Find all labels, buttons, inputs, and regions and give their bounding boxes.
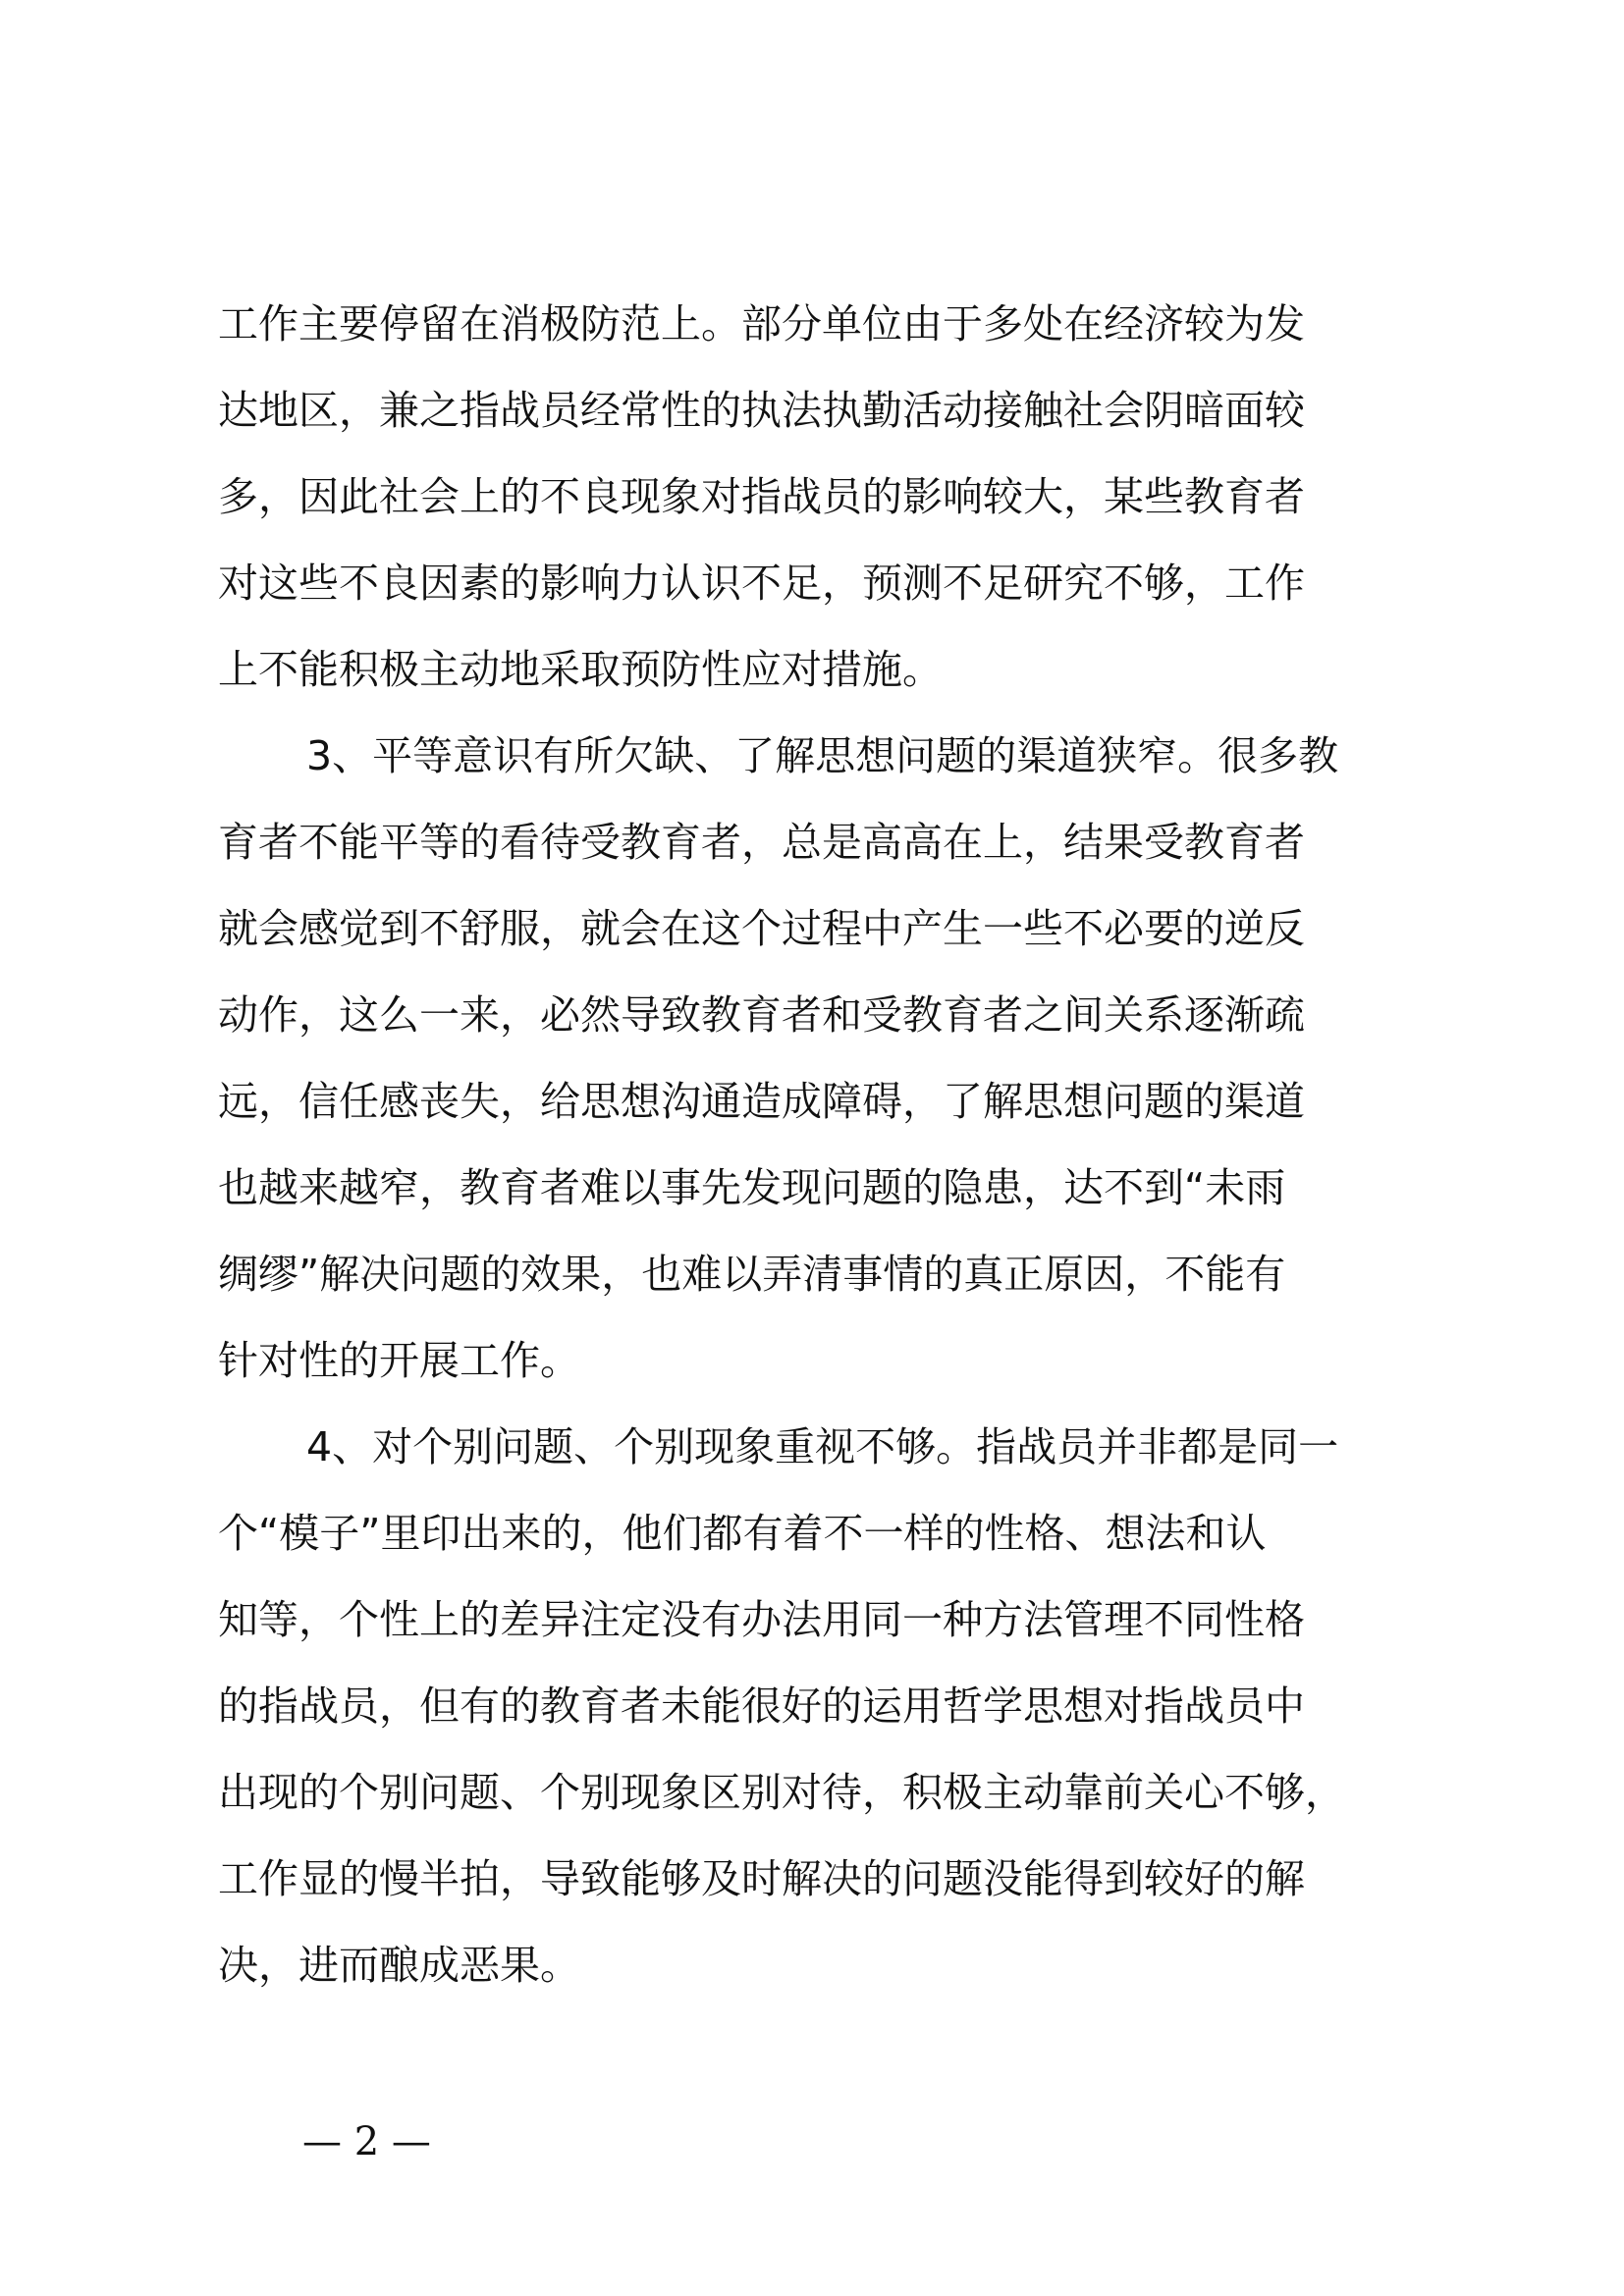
- paragraph-line: 达地区，兼之指战员经常性的执法执勤活动接触社会阴暗面较: [218, 387, 1305, 434]
- paragraph-line: 育者不能平等的看待受教育者，总是高高在上，结果受教育者: [218, 819, 1305, 866]
- paragraph-line: 也越来越窄，教育者难以事先发现问题的隐患，达不到“未雨: [218, 1164, 1286, 1211]
- paragraph-line: 工作显的慢半拍，导致能够及时解决的问题没能得到较好的解: [218, 1855, 1305, 1902]
- paragraph-line: 上不能积极主动地采取预防性应对措施。: [218, 646, 943, 693]
- paragraph-line: 对这些不良因素的影响力认识不足，预测不足研究不够，工作: [218, 560, 1305, 607]
- paragraph-line: 个“模子”里印出来的，他们都有着不一样的性格、想法和认: [218, 1510, 1267, 1557]
- paragraph-line: 出现的个别问题、个别现象区别对待，积极主动靠前关心不够，: [218, 1769, 1345, 1816]
- paragraph-line-item-3-heading: 3、平等意识有所欠缺、了解思想问题的渠道狭窄。很多教: [306, 732, 1339, 779]
- paragraph-line: 知等，个性上的差异注定没有办法用同一种方法管理不同性格: [218, 1596, 1305, 1643]
- paragraph-line: 决，进而酿成恶果。: [218, 1942, 580, 1989]
- document-body: [218, 281, 1435, 2008]
- paragraph-line: 动作，这么一来，必然导致教育者和受教育者之间关系逐渐疏: [218, 991, 1305, 1039]
- paragraph-line: 远，信任感丧失，给思想沟通造成障碍，了解思想问题的渠道: [218, 1078, 1305, 1125]
- paragraph-line: 工作主要停留在消极防范上。部分单位由于多处在经济较为发: [218, 300, 1305, 347]
- paragraph-line: 就会感觉到不舒服，就会在这个过程中产生一些不必要的逆反: [218, 905, 1305, 952]
- paragraph-line: 多，因此社会上的不良现象对指战员的影响较大，某些教育者: [218, 473, 1305, 520]
- paragraph-line: 针对性的开展工作。: [218, 1337, 580, 1384]
- paragraph-line: 绸缪”解决问题的效果，也难以弄清事情的真正原因，不能有: [218, 1251, 1286, 1298]
- paragraph-line: 的指战员，但有的教育者未能很好的运用哲学思想对指战员中: [218, 1682, 1305, 1730]
- paragraph-line-item-4-heading: 4、对个别问题、个别现象重视不够。指战员并非都是同一: [306, 1423, 1339, 1470]
- page-number: — 2 —: [302, 2119, 431, 2164]
